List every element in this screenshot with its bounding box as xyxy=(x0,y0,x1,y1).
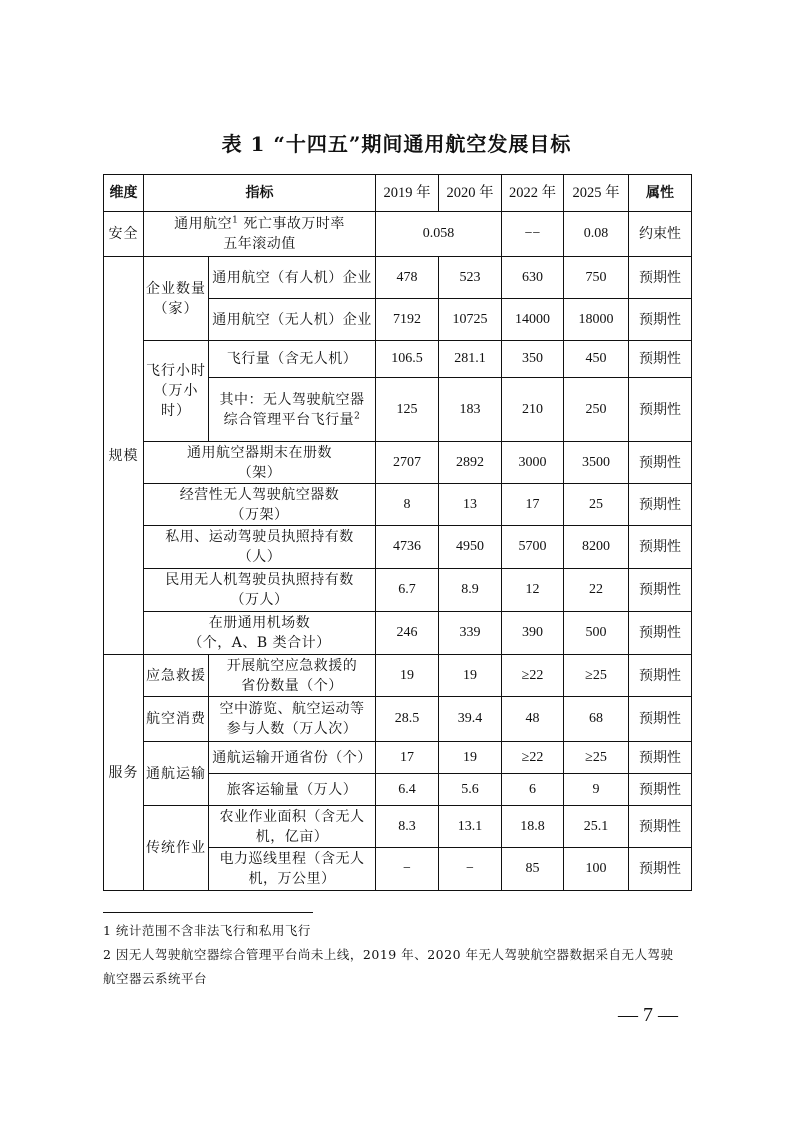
table-row xyxy=(104,697,692,742)
value-cell: 5.6 xyxy=(439,774,502,806)
dimension-service: 服务 xyxy=(104,655,144,891)
value-cell: 17 xyxy=(376,742,439,774)
value-cell: ≥22 xyxy=(502,655,564,697)
table-row xyxy=(104,612,692,655)
indicator-cell: 农业作业面积（含无人 机，亿亩） xyxy=(209,806,376,848)
value-cell: 25.1 xyxy=(564,806,629,848)
indicator-cell: 开展航空应急救援的 省份数量（个） xyxy=(209,655,376,697)
value-cell: 500 xyxy=(564,612,629,655)
value-cell: ≥22 xyxy=(502,742,564,774)
value-cell: 7192 xyxy=(376,299,439,341)
attribute-cell: 约束性 xyxy=(629,212,692,257)
indicator-cell: 民用无人机驾驶员执照持有数 （万人） xyxy=(144,569,376,612)
table-title: 表 1 “十四五”期间通用航空发展目标 xyxy=(221,132,572,156)
sub-dimension-transport: 通航运输 xyxy=(144,742,209,806)
value-cell: 2892 xyxy=(439,442,502,484)
indicator-cell: 通用航空器期末在册数 （架） xyxy=(144,442,376,484)
value-cell: 478 xyxy=(376,257,439,299)
attribute-cell: 预期性 xyxy=(629,697,692,742)
attribute-cell: 预期性 xyxy=(629,742,692,774)
table-row xyxy=(104,484,692,526)
value-cell: 39.4 xyxy=(439,697,502,742)
indicator-cell: 在册通用机场数 （个，A、B 类合计） xyxy=(144,612,376,655)
indicator-cell: 通航运输开通省份（个） xyxy=(209,742,376,774)
targets-table xyxy=(103,174,692,891)
indicator-cell: 通用航空（无人机）企业 xyxy=(209,299,376,341)
sub-dimension-consumption: 航空消费 xyxy=(144,697,209,742)
value-cell: 9 xyxy=(564,774,629,806)
header-2019: 2019 年 xyxy=(376,175,439,212)
value-cell: 106.5 xyxy=(376,341,439,378)
page-number: — 7 — xyxy=(618,1004,678,1026)
value-cell: 3500 xyxy=(564,442,629,484)
indicator-cell: 经营性无人驾驶航空器数 （万架） xyxy=(144,484,376,526)
footnote-2: 2 因无人驾驶航空器综合管理平台尚未上线，2019 年、2020 年无人驾驶航空器数据采自无人驾驶 xyxy=(103,947,674,962)
attribute-cell: 预期性 xyxy=(629,378,692,442)
attribute-cell: 预期性 xyxy=(629,569,692,612)
attribute-cell: 预期性 xyxy=(629,655,692,697)
header-2020: 2020 年 xyxy=(439,175,502,212)
value-cell: − xyxy=(376,848,439,891)
attribute-cell: 预期性 xyxy=(629,341,692,378)
value-cell: 8.9 xyxy=(439,569,502,612)
header-indicator: 指标 xyxy=(144,175,376,212)
attribute-cell: 预期性 xyxy=(629,774,692,806)
value-cell: 0.058 xyxy=(376,212,502,257)
value-cell: 14000 xyxy=(502,299,564,341)
value-cell: 4736 xyxy=(376,526,439,569)
value-cell: 22 xyxy=(564,569,629,612)
sub-dimension-emergency: 应急救援 xyxy=(144,655,209,697)
attribute-cell: 预期性 xyxy=(629,526,692,569)
footnote-2-cont: 航空器云系统平台 xyxy=(103,971,208,986)
value-cell: 19 xyxy=(439,742,502,774)
attribute-cell: 预期性 xyxy=(629,442,692,484)
value-cell: 12 xyxy=(502,569,564,612)
value-cell: 48 xyxy=(502,697,564,742)
value-cell: 13 xyxy=(439,484,502,526)
value-cell: 25 xyxy=(564,484,629,526)
value-cell: −− xyxy=(502,212,564,257)
value-cell: 125 xyxy=(376,378,439,442)
value-cell: 523 xyxy=(439,257,502,299)
table-row xyxy=(104,212,692,257)
value-cell: 5700 xyxy=(502,526,564,569)
value-cell: ≥25 xyxy=(564,655,629,697)
table-row xyxy=(104,526,692,569)
value-cell: 183 xyxy=(439,378,502,442)
value-cell: 250 xyxy=(564,378,629,442)
indicator-cell: 通用航空$^1$ 死亡事故万时率 五年滚动值 xyxy=(144,212,376,257)
indicator-cell: 其中：无人驾驶航空器 综合管理平台飞行量$^2$ xyxy=(209,378,376,442)
indicator-cell: 私用、运动驾驶员执照持有数 （人） xyxy=(144,526,376,569)
attribute-cell: 预期性 xyxy=(629,848,692,891)
footnote-1: 1 统计范围不含非法飞行和私用飞行 xyxy=(103,923,311,938)
header-2025: 2025 年 xyxy=(564,175,629,212)
indicator-cell: 旅客运输量（万人） xyxy=(209,774,376,806)
attribute-cell: 预期性 xyxy=(629,299,692,341)
value-cell: 19 xyxy=(376,655,439,697)
indicator-cell: 电力巡线里程（含无人 机，万公里） xyxy=(209,848,376,891)
value-cell: 8200 xyxy=(564,526,629,569)
table-row xyxy=(104,257,692,299)
value-cell: 0.08 xyxy=(564,212,629,257)
header-attribute: 属性 xyxy=(629,175,692,212)
table-row xyxy=(104,442,692,484)
value-cell: 100 xyxy=(564,848,629,891)
value-cell: 10725 xyxy=(439,299,502,341)
value-cell: 246 xyxy=(376,612,439,655)
table-row xyxy=(104,341,692,378)
indicator-cell: 飞行量（含无人机） xyxy=(209,341,376,378)
indicator-cell: 空中游览、航空运动等 参与人数（万人次） xyxy=(209,697,376,742)
value-cell: 350 xyxy=(502,341,564,378)
footnote-divider xyxy=(103,912,313,913)
value-cell: 450 xyxy=(564,341,629,378)
value-cell: 18000 xyxy=(564,299,629,341)
table-row xyxy=(104,806,692,848)
value-cell: 19 xyxy=(439,655,502,697)
value-cell: 630 xyxy=(502,257,564,299)
attribute-cell: 预期性 xyxy=(629,484,692,526)
value-cell: ≥25 xyxy=(564,742,629,774)
sub-dimension-flight-hours: 飞行小时（万小时） xyxy=(144,341,209,442)
table-row xyxy=(104,569,692,612)
value-cell: 8.3 xyxy=(376,806,439,848)
attribute-cell: 预期性 xyxy=(629,612,692,655)
header-dimension: 维度 xyxy=(104,175,144,212)
value-cell: 17 xyxy=(502,484,564,526)
value-cell: − xyxy=(439,848,502,891)
value-cell: 750 xyxy=(564,257,629,299)
value-cell: 339 xyxy=(439,612,502,655)
value-cell: 4950 xyxy=(439,526,502,569)
table-row xyxy=(104,742,692,774)
header-2022: 2022 年 xyxy=(502,175,564,212)
value-cell: 6.4 xyxy=(376,774,439,806)
value-cell: 210 xyxy=(502,378,564,442)
value-cell: 85 xyxy=(502,848,564,891)
value-cell: 68 xyxy=(564,697,629,742)
value-cell: 390 xyxy=(502,612,564,655)
dimension-scale: 规模 xyxy=(104,257,144,655)
attribute-cell: 预期性 xyxy=(629,257,692,299)
value-cell: 28.5 xyxy=(376,697,439,742)
sub-dimension-traditional: 传统作业 xyxy=(144,806,209,891)
dimension-safety: 安全 xyxy=(104,212,144,257)
value-cell: 6.7 xyxy=(376,569,439,612)
attribute-cell: 预期性 xyxy=(629,806,692,848)
header-row xyxy=(104,175,692,212)
value-cell: 3000 xyxy=(502,442,564,484)
table-row xyxy=(104,655,692,697)
value-cell: 6 xyxy=(502,774,564,806)
sub-dimension-enterprises: 企业数量（家） xyxy=(144,257,209,341)
indicator-cell: 通用航空（有人机）企业 xyxy=(209,257,376,299)
value-cell: 8 xyxy=(376,484,439,526)
value-cell: 18.8 xyxy=(502,806,564,848)
value-cell: 13.1 xyxy=(439,806,502,848)
value-cell: 281.1 xyxy=(439,341,502,378)
value-cell: 2707 xyxy=(376,442,439,484)
